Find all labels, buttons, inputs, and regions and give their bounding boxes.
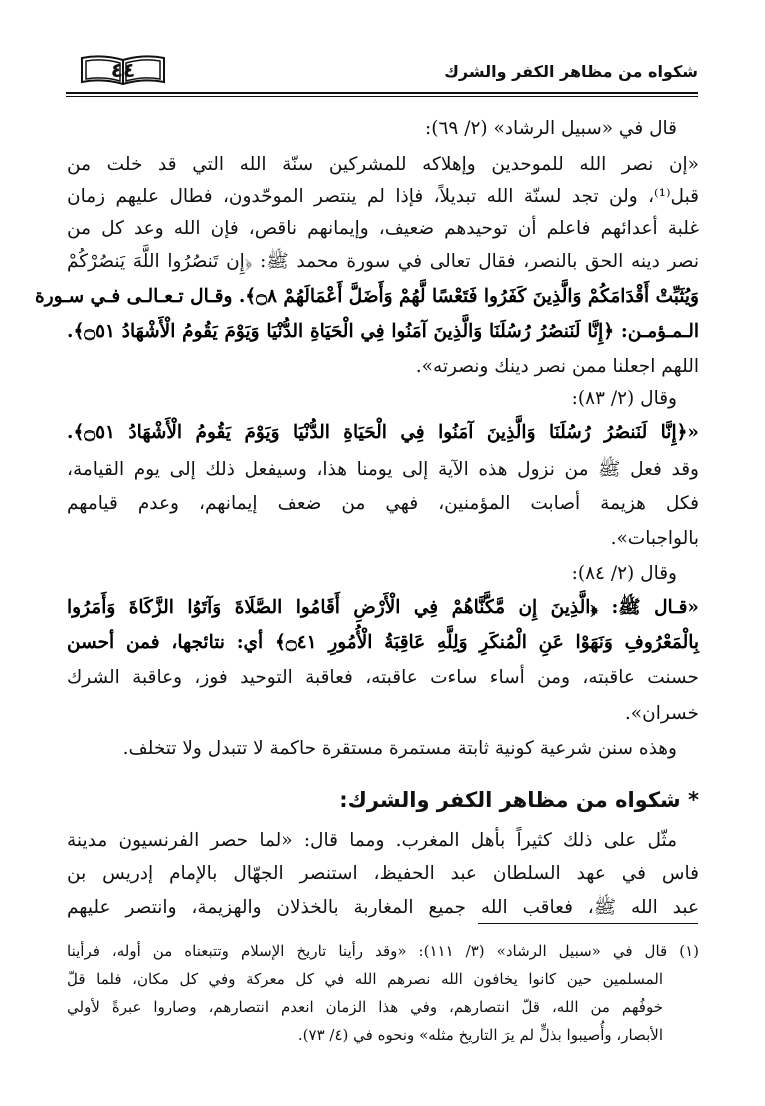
text-line: الـمـؤمـن: ﴿إِنَّا لَنَنصُرُ رُسُلَنَا وَالَّذِينَ آمَنُوا فِي الْحَيَاةِ الدُّنْيَا وَيَوْمَ يَقُومُ الْأَشْهَادُ ۝٥١﴾. [67, 321, 699, 342]
text-line: وَيُثَبِّتْ أَقْدَامَكُمْ وَالَّذِينَ كَفَرُوا فَتَعْسًا لَّهُمْ وَأَضَلَّ أَعْمَالَهُمْ ۝٨﴾. وقـال تـعـالـى فـي سـورة [35, 286, 699, 307]
text-line: وقد فعل ﷺ من نزول هذه الآية إلى يومنا هذا، وسيفعل ذلك إلى يوم القيامة، [67, 459, 699, 480]
text-line: فاس في عهد السلطان عبد الحفيظ، استنصر الجهّال بالإمام إدريس بن [67, 863, 699, 884]
text-line: فكل هزيمة أصابت المؤمنين، فهي من ضعف إيمانهم، وعدم قيامهم [67, 493, 699, 514]
text-line: عبد الله ﷺ، فعاقب الله جميع المغاربة بالخذلان والهزيمة، وانتصر عليهم [67, 897, 699, 918]
footnote-rule [478, 923, 698, 924]
running-title: شكواه من مظاهر الكفر والشرك [444, 62, 698, 81]
text-line: بِالْمَعْرُوفِ وَنَهَوْا عَنِ الْمُنكَرِ وَلِلَّهِ عَاقِبَةُ الْأُمُورِ ۝٤١﴾ أي: نتائجها، فمن أحسن [67, 632, 700, 653]
text-line: مثّل على ذلك كثيراً بأهل المغرب. ومما قال: «لما حصر الفرنسيون مدينة [67, 830, 677, 851]
page-header [66, 52, 698, 92]
header-rule [66, 92, 698, 94]
text-line: حسنت عاقبته، ومن أساء ساءت عاقبته، فعاقبة التوحيد فوز، وعاقبة الشرك [67, 667, 699, 688]
text-line: وقال (٢/ ٨٣): [571, 388, 677, 409]
text-line: بالواجبات». [610, 528, 699, 549]
text-line: قال في «سبيل الرشاد» (٢/ ٦٩): [425, 118, 677, 139]
text-line: نصر دينه الحق بالنصر، فقال تعالى في سورة محمد ﷺ: ﴿إِن تَنصُرُوا اللَّهَ يَنصُرْكُمْ [67, 251, 699, 272]
text-line: وهذه سنن شرعية كونية ثابتة مستمرة مستقرة حاكمة لا تتبدل ولا تتخلف. [122, 738, 677, 759]
footnote-line: خوفُهم من الله، قلّ انتصارهم، وفي هذا الزمان انعدم انتصارهم، وصاروا عبرةً لأولي [67, 998, 663, 1016]
text-line: خسران». [624, 703, 699, 724]
text-line: قبل⁽¹⁾، ولن تجد لسنّة الله تبديلاً، فإذا لم ينتصر الموحّدون، فطال عليهم زمان [67, 186, 699, 207]
footnote-line: (١) قال في «سبيل الرشاد» (٣/ ١١١): «وقد رأينا تاريخ الإسلام وتتبعناه من أوله، فرأينا [67, 942, 699, 960]
text-line: «إن نصر الله للموحدين وإهلاكه للمشركين سنّة الله التي قد خلت من [67, 154, 699, 175]
footnote-line: المسلمين حين كانوا يخافون الله نصرهم الله في كل معركة وفي كل مكان، فلما قلّ [67, 970, 663, 988]
header-rule-thin [66, 96, 698, 97]
page-number: ٤٤ [110, 58, 136, 82]
footnote-line: الأبصار، وأُصيبوا بذلٍّ لم يرَ التاريخ مثله» ونحوه في (٤/ ٧٣). [297, 1026, 663, 1044]
text-line: «قـال ﷺ: ﴿الَّذِينَ إِن مَّكَّنَّاهُمْ فِي الْأَرْضِ أَقَامُوا الصَّلَاةَ وَآتَوُا الزَّكَاةَ وَأَمَرُوا [67, 597, 699, 618]
text-line: اللهم اجعلنا ممن نصر دينك ونصرته». [415, 356, 699, 377]
section-heading: * شكواه من مظاهر الكفر والشرك: [339, 788, 699, 812]
text-line: وقال (٢/ ٨٤): [571, 563, 677, 584]
text-line: غلبة أعدائهم فاعلم أن توحيدهم ضعيف، وإيمانهم ناقص، فإن الله وعد كل من [67, 218, 699, 239]
text-line: «﴿إِنَّا لَنَنصُرُ رُسُلَنَا وَالَّذِينَ آمَنُوا فِي الْحَيَاةِ الدُّنْيَا وَيَوْمَ يَقُومُ الْأَشْهَادُ ۝٥١﴾. [67, 422, 699, 443]
